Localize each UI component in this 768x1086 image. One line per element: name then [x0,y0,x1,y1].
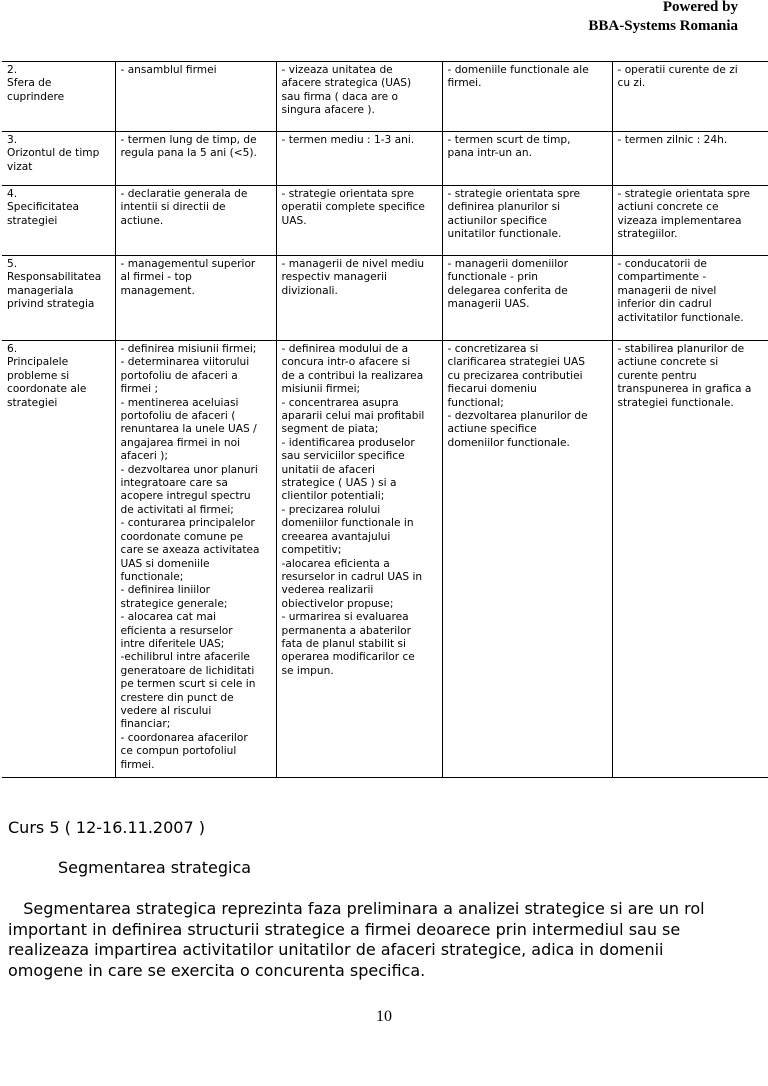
cell-line: transpunerea in grafica a [617,383,752,396]
cell-line: - concretizarea si [447,343,539,355]
table-cell [115,186,276,256]
cell-line: Orizontul de timp [7,147,100,160]
cell-line: cuprindere [7,90,65,103]
cell-line: strategiei functionale. [617,396,734,409]
cell-line: competitiv; [281,544,342,557]
cell-line: - dezvoltarea unor planuri [120,463,258,476]
table-cell [612,186,768,256]
table-cell [2,132,115,186]
cell-line: functionale; [120,570,184,583]
cell-line: - identificarea produselor [281,436,415,449]
cell-line: de activitati al firmei; [120,503,234,516]
table-row [2,256,768,341]
cell-line: firmei. [120,758,155,771]
cell-line: 5. [7,258,18,270]
cell-line: UAS. [281,214,307,227]
cell-line: vizat [7,160,33,173]
cell-line: pana intr-un an. [447,147,532,160]
cell-line: intre diferitele UAS; [120,637,225,650]
cell-line: - operatii curente de zi [617,64,738,76]
cell-line: functional; [447,396,504,409]
cell-line: delegarea conferita de [447,284,568,297]
cell-line: functionale - prin [447,271,539,284]
cell-line: - dezvoltarea planurilor de [447,410,588,423]
cell-line: Principalele [7,356,69,369]
table-cell [612,256,768,341]
table-cell [276,256,442,341]
paragraph-line: important in definirea structurii strategice a firmei deoarece prin intermediul sau se [8,919,681,939]
cell-line: activitatilor functionale. [617,311,744,324]
cell-line: portofoliu de afaceri a [120,369,238,382]
table-row [2,186,768,256]
cell-line: - termen zilnic : 24h. [617,134,728,146]
cell-line: - ansamblul firmei [120,64,217,76]
cell-line: - managementul superior [120,258,256,270]
cell-line: - definirea modului de a [281,343,409,355]
table-cell [276,341,442,778]
cell-line: strategiilor. [617,228,678,241]
cell-line: - precizarea rolului [281,503,381,516]
cell-line: unitatilor functionale. [447,228,562,241]
cell-line: integratoare care sa [120,477,228,490]
cell-line: actiune specifice [447,423,537,436]
cell-line: acopere intregul spectru [120,490,251,503]
cell-line: creearea avantajului [281,530,391,543]
cell-line: - managerii de nivel mediu [281,258,425,270]
cell-line: - mentinerea aceluiasi [120,396,239,409]
cell-line: al firmei - top [120,271,192,284]
cell-line: - declaratie generala de [120,188,248,200]
cell-line: - conducatorii de [617,258,707,270]
cell-line: - coordonarea afacerilor [120,731,248,744]
table-cell [2,341,115,778]
cell-line: operatii complete specifice [281,201,425,214]
course-heading: Curs 5 ( 12-16.11.2007 ) [8,818,205,837]
cell-line: - conturarea principalelor [120,517,255,530]
table-cell [115,132,276,186]
cell-line: singura afacere ). [281,104,375,117]
table-cell [2,256,115,341]
table-cell [115,256,276,341]
cell-line: coordonate comune pe [120,530,244,543]
table-cell [612,341,768,778]
cell-line: afaceri ); [120,450,168,463]
cell-line: privind strategia [7,298,95,311]
cell-line: sau firma ( daca are o [281,90,398,103]
cell-line: strategice ( UAS ) si a [281,477,397,490]
cell-line: misiunii firmei; [281,383,361,396]
cell-line: regula pana la 5 ani (<5). [120,147,257,160]
cell-line: - determinarea viitorului [120,356,250,369]
cell-line: eficienta a resurselor [120,624,233,637]
page-number: 10 [376,1008,392,1025]
table-cell [115,341,276,778]
strategy-levels-table [2,61,768,778]
paragraph-line: Segmentarea strategica reprezinta faza preliminara a analizei strategice si are un rol [8,899,705,918]
table-cell [442,132,612,186]
table-cell [276,186,442,256]
cell-line: managerii de nivel [617,284,717,297]
cell-line: domeniilor functionale in [281,517,414,530]
cell-line: 3. [7,134,18,146]
cell-line: cu zi. [617,77,646,90]
cell-line: - alocarea cat mai [120,611,217,624]
cell-line: - managerii domeniilor [447,258,568,270]
table-cell [2,62,115,132]
table-row [2,341,768,778]
cell-line: se impun. [281,664,334,677]
cell-line: - definirea misiunii firmei; [120,343,257,355]
table-cell [612,62,768,132]
cell-line: inferior din cadrul [617,298,712,311]
cell-line: - strategie orientata spre [447,188,580,200]
cell-line: intentii si directii de [120,201,226,214]
table-cell [442,186,612,256]
cell-line: resurselor in cadrul UAS in [281,570,423,583]
cell-line: divizionali. [281,284,338,297]
cell-line: vedere al riscului [120,704,212,717]
table-cell [442,341,612,778]
cell-line: ce compun portofoliul [120,745,237,758]
cell-line: unitatii de afaceri [281,463,375,476]
cell-line: pe termen scurt si cele in [120,678,256,691]
cell-line: UAS si domeniile [120,557,210,570]
table-cell [442,62,612,132]
section-title: Segmentarea strategica [58,858,252,877]
paragraph-line: realizeaza impartirea activitatilor unitatilor de afaceri strategice, adica in domenii [8,940,664,959]
cell-line: clarificarea strategiei UAS [447,356,585,369]
cell-line: afacere strategica (UAS) [281,77,412,90]
cell-line: compartimente - [617,271,707,284]
cell-line: - vizeaza unitatea de [281,64,393,76]
cell-line: fiecarui domeniu [447,383,537,396]
cell-line: Specificitatea [7,201,79,214]
table-cell [612,132,768,186]
table-cell [276,132,442,186]
cell-line: permanenta a abaterilor [281,624,411,637]
table-cell [442,256,612,341]
cell-line: - strategie orientata spre [617,188,750,200]
header-line-powered-by: Powered by [662,0,738,15]
cell-line: Responsabilitatea [7,271,102,284]
cell-line: segment de piata; [281,423,379,436]
cell-line: crestere din punct de [120,691,234,704]
cell-line: - stabilirea planurilor de [617,343,745,355]
cell-line: vizeaza implementarea [617,214,742,227]
page-header [588,0,738,36]
cell-line: 2. [7,64,18,76]
cell-line: de a contribui la realizarea [281,369,424,382]
cell-line: -alocarea eficienta a [281,557,390,570]
cell-line: - concentrarea asupra [281,396,399,409]
cell-line: strategiei [7,396,58,409]
cell-line: generatoare de lichiditati [120,664,255,677]
cell-line: firmei. [447,77,482,90]
cell-line: concura intr-o afacere si [281,356,411,369]
cell-line: apararii celui mai profitabil [281,410,425,423]
cell-line: care se axeaza activitatea [120,544,260,557]
cell-line: strategice generale; [120,597,228,610]
cell-line: coordonate ale [7,383,87,396]
cell-line: actiunilor specifice [447,214,547,227]
cell-line: - termen mediu : 1-3 ani. [281,134,415,146]
cell-line: management. [120,284,195,297]
table-cell [115,62,276,132]
table-row [2,132,768,186]
cell-line: definirea planurilor si [447,201,561,214]
table-cell [2,186,115,256]
cell-line: cu precizarea contributiei [447,369,583,382]
cell-line: Sfera de [7,77,52,90]
cell-line: probleme si [7,369,70,382]
cell-line: sau serviciilor specifice [281,450,405,463]
cell-line: - strategie orientata spre [281,188,414,200]
cell-line: 6. [7,343,18,355]
cell-line: managerii UAS. [447,298,530,311]
cell-line: -echilibrul intre afacerile [120,651,250,664]
cell-line: domeniilor functionale. [447,436,570,449]
cell-line: firmei ; [120,383,159,396]
paragraph-line: omogene in care se exercita o concurenta specifica. [8,960,426,980]
cell-line: - urmarirea si evaluarea [281,611,409,624]
cell-line: - termen lung de timp, de [120,134,257,146]
cell-line: operarea modificarilor ce [281,651,415,664]
cell-line: curente pentru [617,369,697,382]
cell-line: 4. [7,188,18,200]
cell-line: clientilor potentiali; [281,490,385,503]
body-paragraph [8,899,705,981]
table-row [2,62,768,132]
cell-line: actiune concrete si [617,356,719,369]
cell-line: manageriala [7,284,74,297]
cell-line: obiectivelor propuse; [281,597,394,610]
table-cell [276,62,442,132]
cell-line: actiune. [120,214,164,227]
cell-line: - termen scurt de timp, [447,134,571,146]
cell-line: - domeniile functionale ale [447,64,589,76]
cell-line: renuntarea la unele UAS / [120,423,257,436]
header-line-company: BBA-Systems Romania [588,18,738,34]
cell-line: actiuni concrete ce [617,201,719,214]
cell-line: - definirea liniilor [120,584,211,597]
cell-line: angajarea firmei in noi [120,436,241,449]
cell-line: respectiv managerii [281,271,387,284]
cell-line: fata de planul stabilit si [281,637,406,650]
cell-line: financiar; [120,718,171,731]
cell-line: vederea realizarii [281,584,374,597]
cell-line: portofoliu de afaceri ( [120,410,236,423]
cell-line: strategiei [7,214,58,227]
